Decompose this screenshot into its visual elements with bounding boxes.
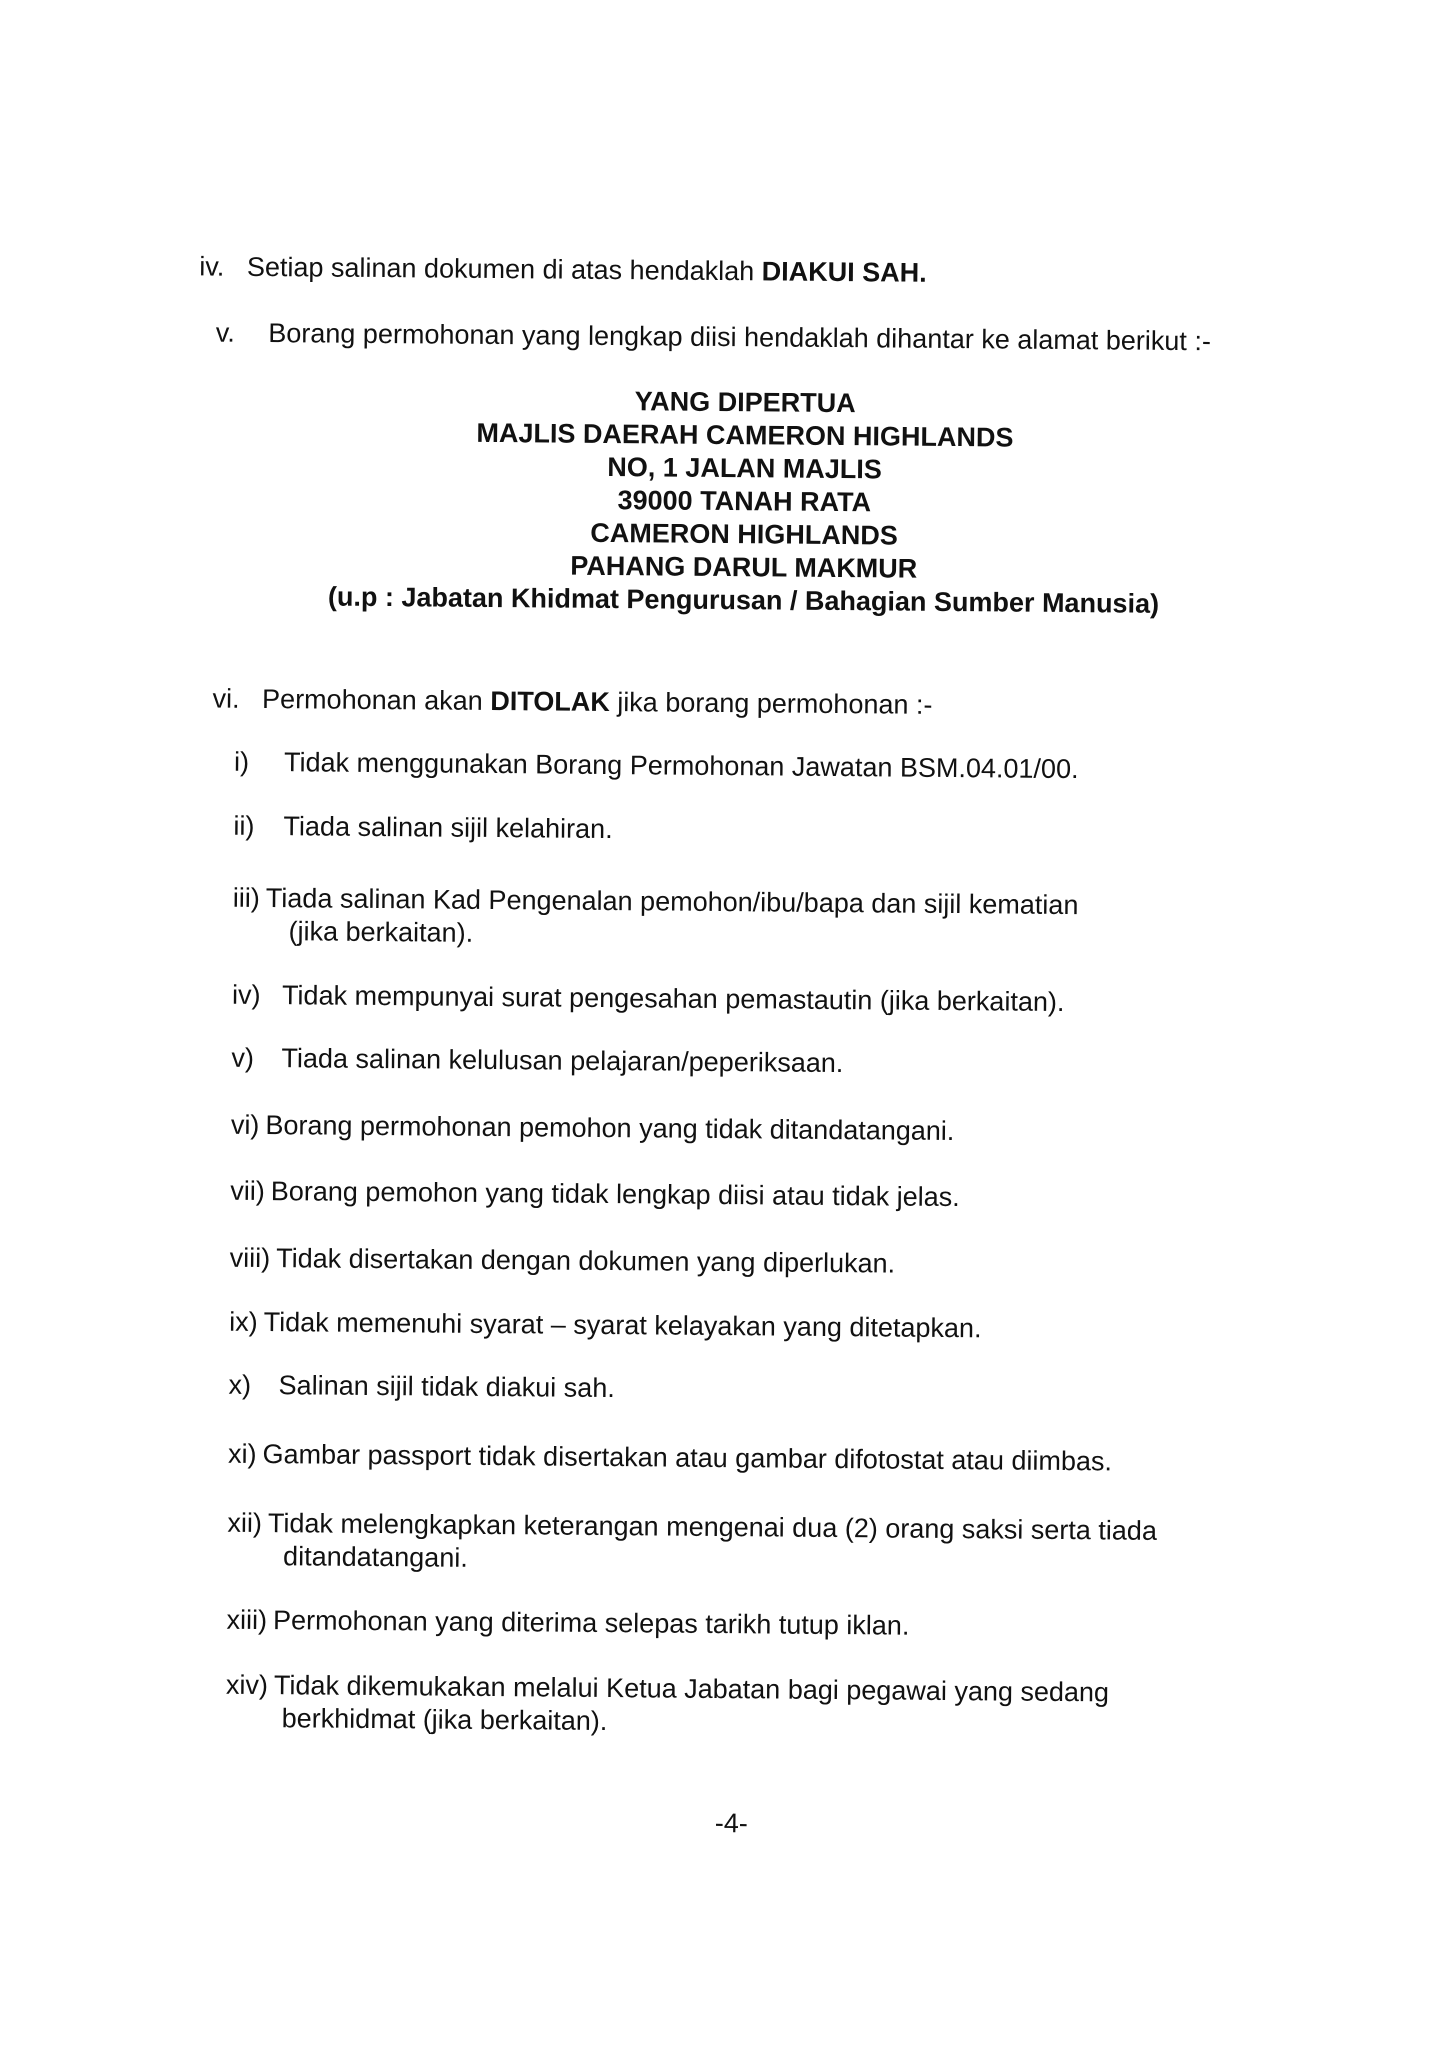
address-line: CAMERON HIGHLANDS	[590, 517, 898, 551]
reason-number: vii)	[230, 1175, 265, 1207]
reason-number: i)	[233, 746, 250, 777]
reason-number: xiii)	[226, 1604, 268, 1636]
reason-number: xi)	[227, 1438, 257, 1469]
address-line: 39000 TANAH RATA	[617, 485, 872, 518]
item-bold-text: DIAKUI SAH	[761, 256, 920, 288]
item-bold-text: DITOLAK	[490, 685, 610, 718]
page-number: -4-	[714, 1807, 748, 1839]
reason-text: Gambar passport tidak disertakan atau gambar difotostat atau diimbas.	[262, 1439, 1113, 1477]
reason-text: Tidak dikemukakan melalui Ketua Jabatan bagi pegawai yang sedang	[273, 1670, 1110, 1708]
reason-number: iii)	[232, 882, 261, 913]
reason-number: iv)	[231, 979, 261, 1010]
reason-number: viii)	[229, 1242, 271, 1274]
address-line: MAJLIS DAERAH CAMERON HIGHLANDS	[476, 417, 1014, 453]
reason-text: Borang pemohon yang tidak lengkap diisi atau tidak jelas.	[270, 1176, 960, 1213]
reason-item	[229, 1307, 982, 1345]
reason-item	[227, 1508, 1157, 1580]
reason-item	[226, 1670, 1110, 1742]
item-punct: .	[919, 257, 927, 288]
item-text: Setiap salinan dokumen di atas hendaklah	[246, 251, 762, 287]
item-text: jika borang permohonan :-	[609, 687, 933, 720]
reason-text-continued: berkhidmat (jika berkaitan).	[281, 1703, 608, 1737]
reason-item	[231, 1043, 843, 1079]
reason-text: Tidak melengkapkan keterangan mengenai dua (2) orang saksi serta tiada	[267, 1508, 1158, 1546]
reason-text: Tidak menggunakan Borang Permohonan Jawatan BSM.04.01/00.	[283, 747, 1079, 785]
item-number: v.	[215, 317, 235, 348]
address-line: (u.p : Jabatan Khidmat Pengurusan / Bahagian Sumber Manusia)	[327, 581, 1160, 619]
reason-text: Salinan sijil tidak diakui sah.	[278, 1370, 615, 1404]
reason-item	[230, 1176, 960, 1213]
item-text: Permohonan akan	[261, 683, 491, 716]
reason-item	[232, 980, 1065, 1018]
reason-number: vi)	[230, 1109, 260, 1140]
reason-number: v)	[231, 1042, 255, 1073]
reason-number: ix)	[229, 1306, 258, 1337]
reason-text-continued: (jika berkaitan).	[288, 916, 474, 948]
reason-text: Borang permohonan pemohon yang tidak ditandatangani.	[265, 1110, 955, 1147]
reason-number: ii)	[233, 810, 255, 841]
reason-item	[230, 1243, 896, 1280]
address-line: PAHANG DARUL MAKMUR	[570, 550, 918, 584]
reason-text: Tidak disertakan dengan dokumen yang diperlukan.	[276, 1243, 896, 1279]
item-v	[216, 318, 1211, 358]
reason-number: xiv)	[225, 1669, 269, 1701]
item-number: iv.	[199, 251, 225, 282]
reason-item	[232, 883, 1078, 954]
reason-text: Tiada salinan Kad Pengenalan pemohon/ibu/bapa dan sijil kematian	[265, 883, 1079, 921]
address-line: NO, 1 JALAN MAJLIS	[607, 451, 883, 485]
reason-item	[234, 747, 1079, 785]
item-vi	[212, 684, 932, 721]
reason-text: Tiada salinan kelulusan pelajaran/peperiksaan.	[281, 1043, 844, 1079]
reason-text-continued: ditandatangani.	[282, 1541, 468, 1573]
reason-item	[228, 1370, 614, 1404]
reason-text: Permohonan yang diterima selepas tarikh tutup iklan.	[272, 1605, 910, 1641]
reason-text: Tidak mempunyai surat pengesahan pemastautin (jika berkaitan).	[281, 980, 1065, 1018]
reason-item	[233, 811, 612, 845]
item-text: Borang permohonan yang lengkap diisi hendaklah dihantar ke alamat berikut :-	[268, 318, 1212, 357]
item-iv	[199, 251, 927, 288]
address-block	[3, 380, 1448, 624]
reason-item	[226, 1605, 909, 1642]
reason-item	[231, 1110, 955, 1147]
reason-text: Tidak memenuhi syarat – syarat kelayakan yang ditetapkan.	[263, 1307, 982, 1344]
reason-item	[228, 1439, 1112, 1478]
reason-number: x)	[228, 1369, 252, 1400]
item-number: vi.	[212, 683, 240, 714]
address-line: YANG DIPERTUA	[634, 386, 856, 419]
reason-text: Tiada salinan sijil kelahiran.	[283, 811, 613, 845]
reason-number: xii)	[227, 1507, 263, 1539]
